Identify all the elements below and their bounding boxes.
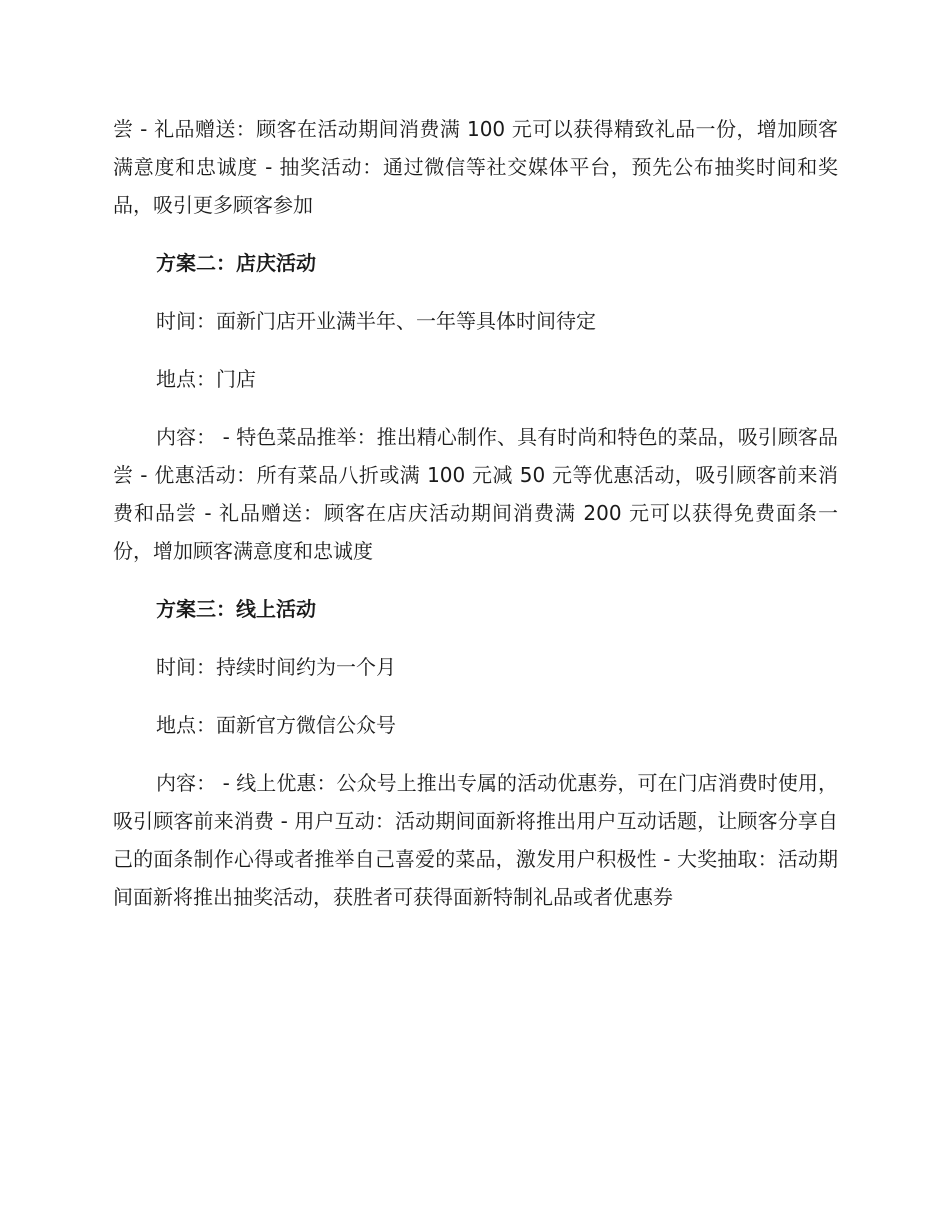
document-page [113,110,838,916]
plan-three-content: 内容： - 线上优惠：公众号上推出专属的活动优惠券，可在门店消费时使用，吸引顾客前来消费 - 用户互动：活动期间面新将推出用户互动话题，让顾客分享自己的面条制作心得或者推举自己喜爱的菜品，激发用户积极性 - 大奖抽取：活动期间面新将推出抽奖活动，获胜者可获得面新特制礼品或者优惠券 [113,771,838,909]
plan-two-time: 时间：面新门店开业满半年、一年等具体时间待定 [156,309,596,333]
section-heading-plan-two: 方案二：店庆活动 [156,251,316,275]
plan-two-content: 内容： - 特色菜品推举：推出精心制作、具有时尚和特色的菜品，吸引顾客品尝 - 优惠活动：所有菜品八折或满 100 元减 50 元等优惠活动，吸引顾客前来消费和品尝 - 礼品赠送：顾客在店庆活动期间消费满 200 元可以获得免费面条一份，增加顾客满意度和忠诚度 [113,425,838,563]
plan-two-location: 地点：门店 [156,367,256,391]
plan-three-location: 地点：面新官方微信公众号 [156,713,396,737]
plan-three-time: 时间：持续时间约为一个月 [156,655,396,679]
paragraph-continued-activities: 尝 - 礼品赠送：顾客在活动期间消费满 100 元可以获得精致礼品一份，增加顾客满意度和忠诚度 - 抽奖活动：通过微信等社交媒体平台，预先公布抽奖时间和奖品，吸引更多顾客参加 [113,117,838,217]
section-heading-plan-three: 方案三：线上活动 [156,597,316,621]
